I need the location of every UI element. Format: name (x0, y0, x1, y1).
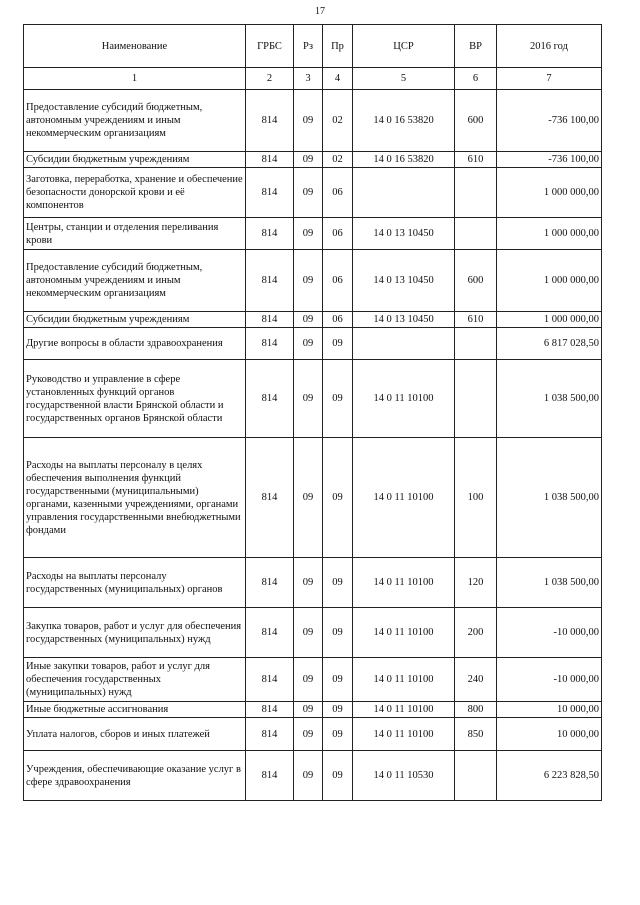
table-row (24, 312, 602, 328)
row-vr: 600 (455, 90, 497, 152)
row-grbs: 814 (246, 702, 294, 718)
row-grbs: 814 (246, 360, 294, 438)
row-rz: 09 (294, 438, 323, 558)
row-vr: 240 (455, 658, 497, 702)
row-grbs: 814 (246, 328, 294, 360)
row-amount: 1 000 000,00 (497, 218, 602, 250)
table-row (24, 360, 602, 438)
row-amount: 1 038 500,00 (497, 558, 602, 608)
row-amount: 6 223 828,50 (497, 751, 602, 801)
row-amount: -10 000,00 (497, 658, 602, 702)
row-name: Субсидии бюджетным учреждениям (24, 152, 246, 168)
row-vr: 600 (455, 250, 497, 312)
row-vr: 610 (455, 152, 497, 168)
row-grbs: 814 (246, 608, 294, 658)
row-csr: 14 0 11 10100 (353, 558, 455, 608)
column-number: 6 (455, 68, 497, 90)
row-rz: 09 (294, 718, 323, 751)
column-number: 7 (497, 68, 602, 90)
table-row (24, 328, 602, 360)
row-vr: 120 (455, 558, 497, 608)
column-number: 1 (24, 68, 246, 90)
row-pr: 09 (323, 718, 353, 751)
row-vr (455, 360, 497, 438)
table-row (24, 702, 602, 718)
row-pr: 09 (323, 558, 353, 608)
row-csr: 14 0 11 10530 (353, 751, 455, 801)
row-vr: 100 (455, 438, 497, 558)
row-rz: 09 (294, 250, 323, 312)
table-row (24, 658, 602, 702)
row-pr: 09 (323, 608, 353, 658)
page-number: 17 (315, 6, 325, 17)
header-pr: Пр (323, 25, 353, 68)
row-rz: 09 (294, 312, 323, 328)
row-rz: 09 (294, 558, 323, 608)
row-name: Иные закупки товаров, работ и услуг для обеспечения государственных (муниципальных) нужд (24, 658, 246, 702)
row-name: Расходы на выплаты персоналу в целях обеспечения выполнения функций государственными (муниципальными) органами, казенными учреждениями, органами управления государственными внебюджетными фондами (24, 438, 246, 558)
row-amount: 1 038 500,00 (497, 438, 602, 558)
row-name: Уплата налогов, сборов и иных платежей (24, 718, 246, 751)
row-rz: 09 (294, 608, 323, 658)
row-amount: -10 000,00 (497, 608, 602, 658)
row-vr: 610 (455, 312, 497, 328)
table-row (24, 751, 602, 801)
row-csr: 14 0 16 53820 (353, 152, 455, 168)
row-csr: 14 0 11 10100 (353, 438, 455, 558)
row-rz: 09 (294, 658, 323, 702)
row-grbs: 814 (246, 90, 294, 152)
row-csr (353, 328, 455, 360)
row-name: Руководство и управление в сфере установленных функций органов государственной власти Брянской области и государственных органов Брянской области (24, 360, 246, 438)
column-number-row (24, 68, 602, 90)
row-vr (455, 751, 497, 801)
column-number: 3 (294, 68, 323, 90)
row-name: Заготовка, переработка, хранение и обеспечение безопасности донорской крови и её компонентов (24, 168, 246, 218)
row-grbs: 814 (246, 312, 294, 328)
row-rz: 09 (294, 360, 323, 438)
row-csr (353, 168, 455, 218)
header-csr: ЦСР (353, 25, 455, 68)
row-name: Центры, станции и отделения переливания крови (24, 218, 246, 250)
table-row (24, 168, 602, 218)
header-name: Наименование (24, 25, 246, 68)
row-pr: 09 (323, 360, 353, 438)
row-amount: -736 100,00 (497, 152, 602, 168)
table-row (24, 718, 602, 751)
row-rz: 09 (294, 168, 323, 218)
row-amount: 10 000,00 (497, 718, 602, 751)
row-amount: -736 100,00 (497, 90, 602, 152)
row-csr: 14 0 11 10100 (353, 718, 455, 751)
row-csr: 14 0 13 10450 (353, 250, 455, 312)
row-csr: 14 0 11 10100 (353, 360, 455, 438)
row-csr: 14 0 16 53820 (353, 90, 455, 152)
row-grbs: 814 (246, 168, 294, 218)
row-csr: 14 0 11 10100 (353, 608, 455, 658)
row-amount: 1 000 000,00 (497, 250, 602, 312)
row-name: Предоставление субсидий бюджетным, автономным учреждениям и иным некоммерческим организациям (24, 90, 246, 152)
row-grbs: 814 (246, 250, 294, 312)
row-vr (455, 218, 497, 250)
row-vr: 800 (455, 702, 497, 718)
header-rz: Рз (294, 25, 323, 68)
table-row (24, 558, 602, 608)
row-amount: 6 817 028,50 (497, 328, 602, 360)
row-grbs: 814 (246, 718, 294, 751)
row-amount: 10 000,00 (497, 702, 602, 718)
header-row (24, 25, 602, 68)
row-grbs: 814 (246, 558, 294, 608)
budget-table (23, 24, 602, 801)
row-pr: 06 (323, 168, 353, 218)
row-grbs: 814 (246, 658, 294, 702)
row-pr: 09 (323, 328, 353, 360)
row-pr: 09 (323, 702, 353, 718)
row-pr: 09 (323, 438, 353, 558)
row-pr: 06 (323, 218, 353, 250)
row-amount: 1 000 000,00 (497, 312, 602, 328)
table-row (24, 152, 602, 168)
row-csr: 14 0 11 10100 (353, 702, 455, 718)
row-csr: 14 0 11 10100 (353, 658, 455, 702)
row-rz: 09 (294, 218, 323, 250)
row-name: Закупка товаров, работ и услуг для обеспечения государственных (муниципальных) нужд (24, 608, 246, 658)
header-vr: ВР (455, 25, 497, 68)
row-pr: 06 (323, 250, 353, 312)
row-pr: 09 (323, 751, 353, 801)
row-vr: 850 (455, 718, 497, 751)
row-rz: 09 (294, 702, 323, 718)
row-pr: 09 (323, 658, 353, 702)
row-grbs: 814 (246, 152, 294, 168)
column-number: 4 (323, 68, 353, 90)
row-name: Иные бюджетные ассигнования (24, 702, 246, 718)
row-csr: 14 0 13 10450 (353, 312, 455, 328)
row-grbs: 814 (246, 438, 294, 558)
row-pr: 02 (323, 152, 353, 168)
row-amount: 1 038 500,00 (497, 360, 602, 438)
row-vr (455, 328, 497, 360)
row-vr: 200 (455, 608, 497, 658)
row-grbs: 814 (246, 751, 294, 801)
row-rz: 09 (294, 328, 323, 360)
row-rz: 09 (294, 152, 323, 168)
row-name: Расходы на выплаты персоналу государственных (муниципальных) органов (24, 558, 246, 608)
row-csr: 14 0 13 10450 (353, 218, 455, 250)
row-vr (455, 168, 497, 218)
column-number: 5 (353, 68, 455, 90)
row-name: Другие вопросы в области здравоохранения (24, 328, 246, 360)
row-pr: 02 (323, 90, 353, 152)
row-rz: 09 (294, 90, 323, 152)
header-grbs: ГРБС (246, 25, 294, 68)
row-grbs: 814 (246, 218, 294, 250)
row-rz: 09 (294, 751, 323, 801)
table-row (24, 608, 602, 658)
row-name: Предоставление субсидий бюджетным, автономным учреждениям и иным некоммерческим организациям (24, 250, 246, 312)
column-number: 2 (246, 68, 294, 90)
table-row (24, 218, 602, 250)
row-pr: 06 (323, 312, 353, 328)
table-row (24, 250, 602, 312)
row-name: Субсидии бюджетным учреждениям (24, 312, 246, 328)
row-name: Учреждения, обеспечивающие оказание услуг в сфере здравоохранения (24, 751, 246, 801)
table-row (24, 438, 602, 558)
table-row (24, 90, 602, 152)
header-year: 2016 год (497, 25, 602, 68)
row-amount: 1 000 000,00 (497, 168, 602, 218)
